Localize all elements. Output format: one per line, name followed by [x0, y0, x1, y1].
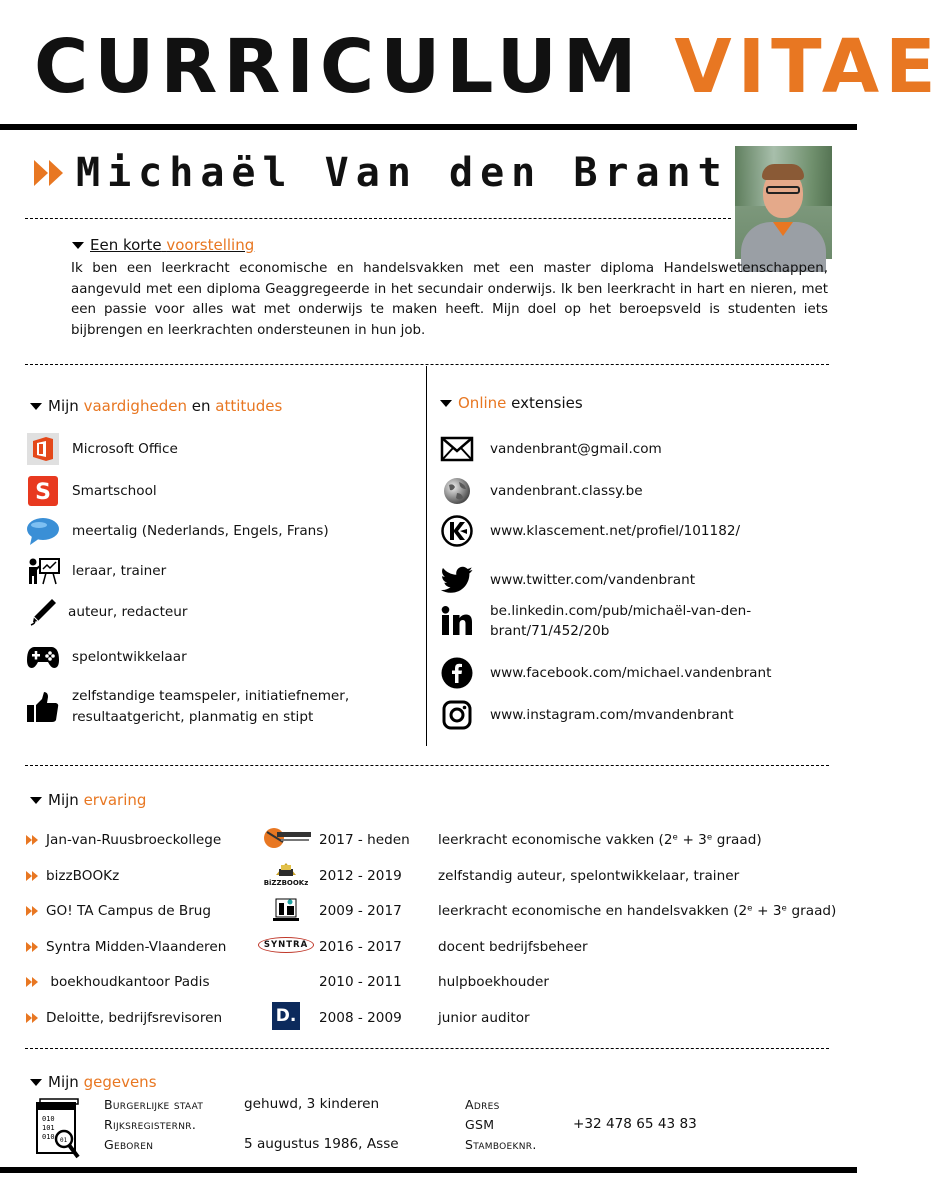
online-item[interactable] [440, 601, 751, 641]
experience-employer: boekhoudkantoor Padis [46, 974, 210, 990]
online-item[interactable] [440, 656, 771, 690]
double-arrow-right-icon [26, 977, 38, 987]
experience-employer: Deloitte, bedrijfsrevisoren [46, 1010, 223, 1026]
online-item[interactable] [440, 698, 734, 732]
experience-years: 2010 - 2011 [319, 974, 402, 990]
label-gsm: GSM [465, 1117, 495, 1132]
experience-years: 2008 - 2009 [319, 1010, 402, 1026]
gamepad-icon [26, 640, 60, 674]
triangle-down-icon [30, 403, 42, 410]
linkedin-link[interactable]: be.linkedin.com/pub/michaël-van-den- [490, 603, 752, 619]
experience-employer: GO! TA Campus de Brug [46, 903, 212, 919]
double-arrow-right-icon [34, 160, 64, 186]
svg-text:101: 101 [42, 1124, 55, 1132]
double-arrow-right-icon [26, 1013, 38, 1023]
divider [25, 364, 829, 365]
experience-row [26, 972, 836, 994]
experience-title-part2: ervaring [83, 791, 147, 809]
label-born: Geboren [104, 1137, 154, 1152]
personal-title-part2: gegevens [83, 1073, 157, 1091]
experience-title [30, 791, 146, 809]
skill-label: meertalig (Nederlands, Engels, Frans) [72, 523, 329, 539]
data-search-icon [34, 1097, 82, 1161]
experience-role: junior auditor [438, 1010, 530, 1026]
skill-item [26, 640, 187, 674]
experience-years: 2009 - 2017 [319, 903, 402, 919]
facebook-icon [440, 656, 474, 690]
experience-row [26, 830, 836, 852]
triangle-down-icon [30, 1079, 42, 1086]
bottom-rule [0, 1167, 857, 1173]
experience-role: leerkracht economische vakken (2ᵉ + 3ᵉ graad) [438, 832, 762, 848]
online-title [440, 394, 583, 412]
teacher-board-icon [26, 554, 60, 588]
divider [25, 765, 829, 766]
triangle-down-icon [30, 797, 42, 804]
value-gsm: +32 478 65 43 83 [573, 1116, 697, 1132]
double-arrow-right-icon [26, 906, 38, 916]
skill-item [26, 686, 349, 728]
divider [25, 218, 731, 219]
svg-text:010: 010 [42, 1115, 55, 1123]
speech-bubble-icon [26, 514, 60, 548]
experience-role: leerkracht economische en handelsvakken (2ᵉ + 3ᵉ graad) [438, 903, 837, 919]
intro-title-part1: Een korte [90, 236, 162, 254]
envelope-icon [440, 432, 474, 466]
thumbs-up-icon [26, 690, 60, 724]
cv-title-part1: CURRICULUM [34, 24, 643, 110]
profile-photo [735, 146, 832, 259]
skill-label: zelfstandige teamspeler, initiatiefnemer, [72, 688, 350, 704]
skill-label: leraar, trainer [72, 563, 167, 579]
triangle-down-icon [440, 400, 452, 407]
value-marital-status: gehuwd, 3 kinderen [244, 1096, 380, 1112]
label-national-number: Rijksregisternr. [104, 1117, 197, 1132]
online-item[interactable] [440, 563, 695, 597]
smartschool-icon [26, 474, 60, 508]
experience-row [26, 937, 836, 959]
skill-label: Smartschool [72, 483, 157, 499]
experience-years: 2016 - 2017 [319, 939, 402, 955]
svg-text:01: 01 [60, 1137, 68, 1144]
experience-years: 2012 - 2019 [319, 868, 402, 884]
experience-title-part1: Mijn [48, 791, 79, 809]
label-address: Adres [465, 1097, 500, 1112]
microsoft-office-icon [26, 432, 60, 466]
experience-employer: bizzBOOKz [46, 868, 120, 884]
skills-title [30, 397, 282, 415]
experience-row [26, 866, 836, 888]
intro-title-part2: voorstelling [166, 236, 255, 254]
syntra-logo-text: SYNTRA [258, 937, 314, 953]
skill-label: auteur, redacteur [68, 604, 188, 620]
experience-row [26, 901, 836, 923]
experience-years: 2017 - heden [319, 832, 410, 848]
value-born: 5 augustus 1986, Asse [244, 1136, 399, 1152]
campus-de-brug-logo [260, 895, 312, 923]
experience-row [26, 1008, 836, 1030]
svg-text:010: 010 [42, 1133, 55, 1141]
bizzbookz-logo [260, 860, 312, 888]
syntra-logo [260, 931, 312, 959]
pen-icon [26, 595, 60, 629]
double-arrow-right-icon [26, 871, 38, 881]
deloitte-logo-text: D. [272, 1002, 300, 1030]
skill-label-line2: resultaatgericht, planmatig en stipt [72, 709, 314, 725]
klascement-icon [440, 514, 474, 548]
personal-title [30, 1073, 157, 1091]
personal-title-part1: Mijn [48, 1073, 79, 1091]
skill-item [26, 554, 166, 588]
skills-title-part1: Mijn [48, 397, 79, 415]
skill-item [26, 474, 157, 508]
instagram-link[interactable]: www.instagram.com/mvandenbrant [490, 707, 734, 723]
online-item[interactable] [440, 432, 662, 466]
online-item[interactable] [440, 474, 643, 508]
bizzbookz-logo-text: BiZZBOOKz [263, 879, 309, 887]
online-title-part1: Online [458, 394, 507, 412]
name-row [34, 148, 769, 198]
skills-title-part4: attitudes [215, 397, 283, 415]
experience-role: hulpboekhouder [438, 974, 549, 990]
cv-title-part2: VITAE [674, 24, 942, 110]
facebook-link[interactable]: www.facebook.com/michael.vandenbrant [490, 665, 772, 681]
label-marital-status: Burgerlijke staat [104, 1097, 204, 1112]
double-arrow-right-icon [26, 835, 38, 845]
website-link[interactable]: vandenbrant.classy.be [490, 483, 643, 499]
divider [25, 1048, 829, 1049]
label-staff-number: Stamboeknr. [465, 1137, 537, 1152]
experience-role: docent bedrijfsbeheer [438, 939, 588, 955]
klascement-link[interactable]: www.klascement.net/profiel/101182/ [490, 523, 741, 539]
skills-title-part2: vaardigheden [83, 397, 187, 415]
globe-icon [440, 474, 474, 508]
skill-item [26, 514, 329, 548]
twitter-link[interactable]: www.twitter.com/vandenbrant [490, 572, 696, 588]
linkedin-link-line2[interactable]: brant/71/452/20b [490, 623, 610, 639]
double-arrow-right-icon [26, 942, 38, 952]
intro-title [72, 236, 254, 254]
skill-label: spelontwikkelaar [72, 649, 187, 665]
skill-label: Microsoft Office [72, 441, 178, 457]
online-item[interactable] [440, 514, 740, 548]
skill-item [26, 432, 178, 466]
online-title-part2: extensies [511, 394, 583, 412]
cv-title [34, 22, 942, 112]
deloitte-logo [260, 1002, 312, 1030]
skills-title-part3: en [191, 397, 211, 415]
intro-text: Ik ben een leerkracht economische en handelsvakken met een master diploma Handelswetenschappen, aangevuld met een diploma Geaggregeerde in het secundair onderwijs. Ik ben leerkracht in hart en nieren, met een passie voor alles wat met onderwijs te maken heeft. Mijn doel op het beroepsveld is studenten iets bijbrengen en leerkrachten ondersteunen in hun job. [71, 261, 828, 338]
column-divider [426, 366, 427, 746]
experience-employer: Syntra Midden-Vlaanderen [46, 939, 227, 955]
twitter-icon [440, 563, 474, 597]
email-link[interactable]: vandenbrant@gmail.com [490, 441, 662, 457]
svg-text:S: S [35, 480, 51, 505]
skill-item [26, 595, 187, 629]
instagram-icon [440, 698, 474, 732]
triangle-down-icon [72, 242, 84, 249]
top-rule [0, 124, 857, 130]
experience-role: zelfstandig auteur, spelontwikkelaar, trainer [438, 868, 740, 884]
ruusbroeckollege-logo [260, 824, 312, 852]
linkedin-icon [440, 604, 474, 638]
experience-employer: Jan-van-Ruusbroeckollege [46, 832, 222, 848]
person-name: Michaël Van den Brant [76, 150, 729, 196]
